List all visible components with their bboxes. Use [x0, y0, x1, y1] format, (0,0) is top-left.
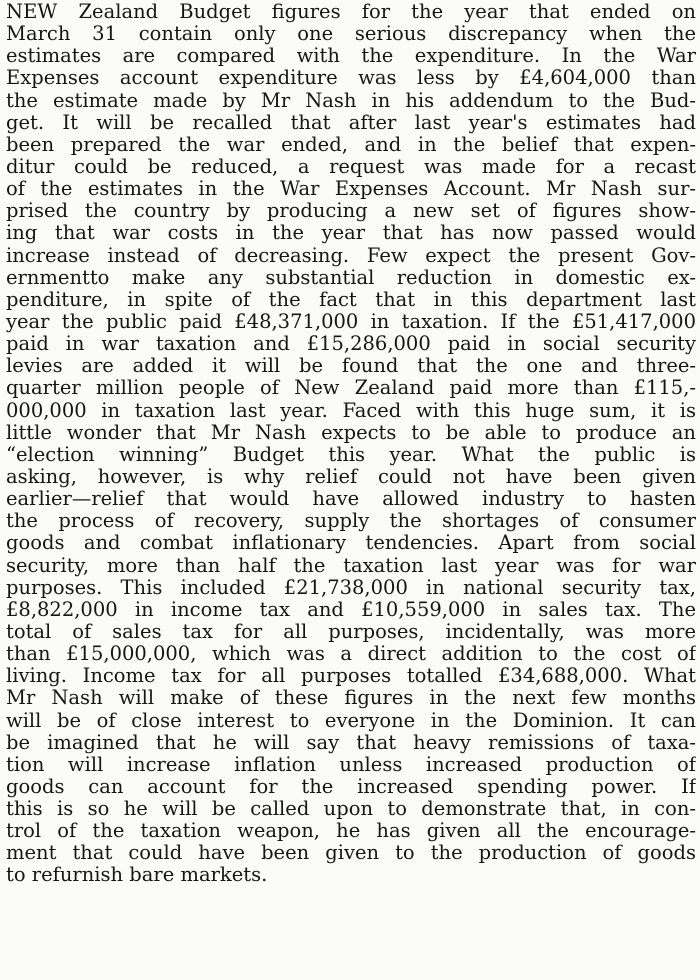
- article-line: living. Income tax for all purposes totalled £34,688,000. What: [6, 665, 696, 688]
- article-line: the estimate made by Mr Nash in his addendum to the Bud-: [6, 89, 696, 112]
- article-line: been prepared the war ended, and in the belief that expen-: [6, 133, 696, 156]
- article-line: earlier—relief that would have allowed industry to hasten: [6, 488, 696, 511]
- article-line: year the public paid £48,371,000 in taxation. If the £51,417,000: [6, 310, 696, 333]
- article-line: increase instead of decreasing. Few expect the present Gov-: [6, 244, 696, 267]
- article-line: to refurnish bare markets.: [6, 864, 268, 887]
- article-line: 000,000 in taxation last year. Faced with this huge sum, it is: [6, 399, 696, 422]
- article-line: asking, however, is why relief could not have been given: [6, 465, 696, 488]
- article-line: paid in war taxation and £15,286,000 paid in social security: [6, 333, 696, 356]
- article-line: purposes. This included £21,738,000 in national security tax,: [6, 576, 696, 599]
- article-line: ment that could have been given to the production of goods: [6, 842, 696, 865]
- article-line: of the estimates in the War Expenses Account. Mr Nash sur-: [6, 178, 696, 201]
- article-line: goods can account for the increased spending power. If: [6, 775, 696, 798]
- article-line: this is so he will be called upon to demonstrate that, in con-: [6, 798, 696, 821]
- article-line: trol of the taxation weapon, he has given all the encourage-: [6, 820, 696, 843]
- article-line: March 31 contain only one serious discrepancy when the: [6, 23, 696, 46]
- article-line: estimates are compared with the expenditure. In the War: [6, 45, 696, 68]
- article-line: prised the country by producing a new set of figures show-: [6, 200, 696, 223]
- article-line: the process of recovery, supply the shortages of consumer: [6, 510, 696, 533]
- article-line: be imagined that he will say that heavy remissions of taxa-: [6, 731, 696, 754]
- article-line: than £15,000,000, which was a direct addition to the cost of: [6, 643, 696, 666]
- article-line: “election winning” Budget this year. What the public is: [6, 443, 696, 466]
- article-line: NEW Zealand Budget figures for the year that ended on: [6, 1, 696, 23]
- article-line: ernmentto make any substantial reduction in domestic ex-: [6, 266, 696, 289]
- article-line: will be of close interest to everyone in the Dominion. It can: [6, 709, 696, 732]
- article-text: [6, 1, 696, 887]
- article-line: Mr Nash will make of these figures in the next few months: [6, 687, 696, 710]
- article-line: penditure, in spite of the fact that in this department last: [6, 288, 696, 311]
- article-line: get. It will be recalled that after last year's estimates had: [6, 111, 696, 134]
- article-line: ditur could be reduced, a request was made for a recast: [6, 155, 696, 178]
- article-line: goods and combat inflationary tendencies. Apart from social: [6, 532, 696, 555]
- article-line: security, more than half the taxation last year was for war: [6, 554, 696, 577]
- article-line: tion will increase inflation unless increased production of: [6, 753, 696, 776]
- article-line: £8,822,000 in income tax and £10,559,000 in sales tax. The: [6, 598, 696, 621]
- article-line: little wonder that Mr Nash expects to be able to produce an: [6, 421, 696, 444]
- article-line: Expenses account expenditure was less by £4,604,000 than: [6, 67, 696, 90]
- article-line: quarter million people of New Zealand paid more than £115,-: [6, 377, 696, 400]
- article-line: levies are added it will be found that the one and three-: [6, 355, 696, 378]
- article-line: ing that war costs in the year that has now passed would: [6, 222, 696, 245]
- article-line: total of sales tax for all purposes, incidentally, was more: [6, 620, 696, 643]
